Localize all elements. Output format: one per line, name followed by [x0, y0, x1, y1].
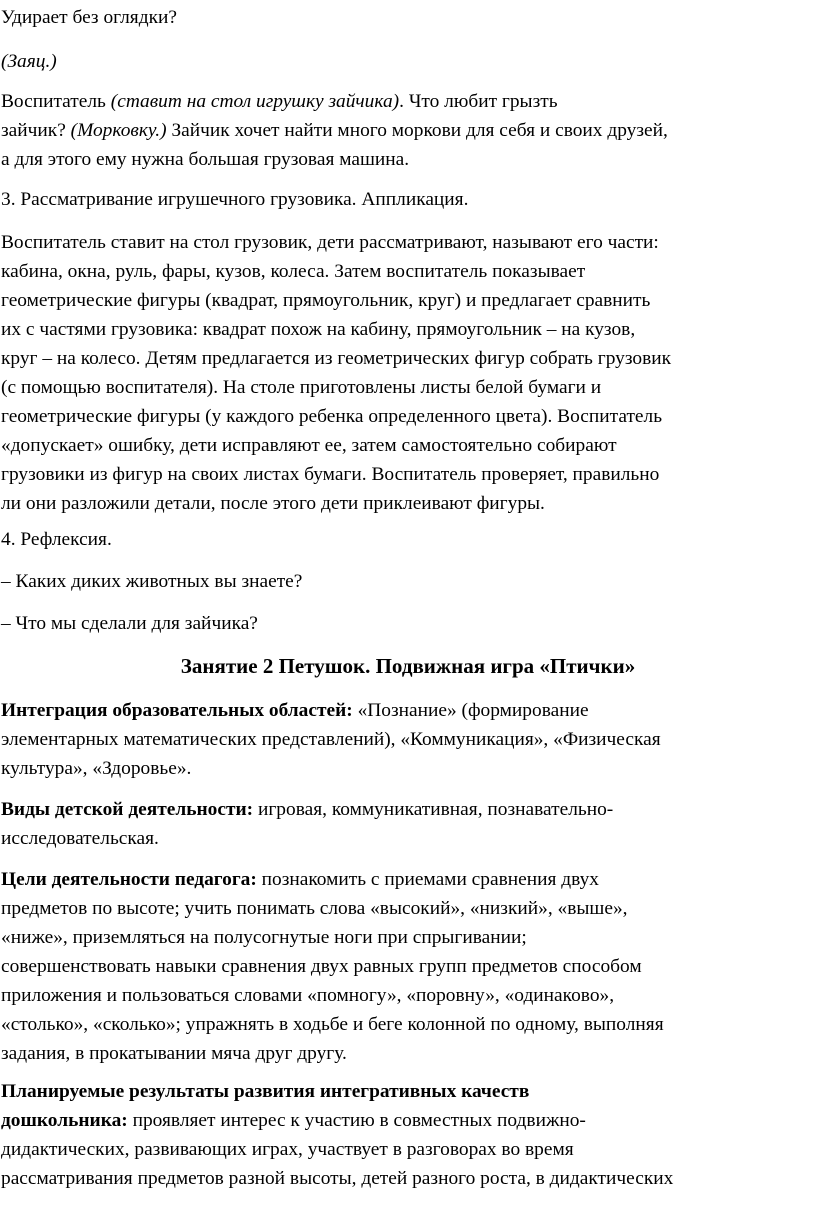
- section-line: исследовательская.: [1, 828, 159, 849]
- section-activities: [1, 795, 815, 853]
- paragraph-line: грузовики из фигур на своих листах бумаги. Воспитатель проверяет, правильно: [1, 464, 660, 485]
- section-line: предметов по высоте; учить понимать слова «высокий», «низкий», «выше»,: [1, 898, 628, 919]
- paragraph-line: геометрические фигуры (квадрат, прямоугольник, круг) и предлагает сравнить: [1, 290, 651, 311]
- paragraph-line: «допускает» ошибку, дети исправляют ее, затем самостоятельно собирают: [1, 435, 617, 456]
- section-label: Цели деятельности педагога:: [1, 869, 257, 890]
- step-4-title: 4. Рефлексия.: [1, 529, 112, 550]
- section-line: приложения и пользоваться словами «помногу», «поровну», «одинаково»,: [1, 985, 615, 1006]
- section-line: «столько», «сколько»; упражнять в ходьбе и беге колонной по одному, выполняя: [1, 1014, 664, 1035]
- paragraph-line: геометрические фигуры (у каждого ребенка определенного цвета). Воспитатель: [1, 406, 663, 427]
- riddle-line: Удирает без оглядки?: [1, 7, 177, 28]
- paragraph-bunny-line-2: зайчик? (Морковку.) Зайчик хочет найти много моркови для себя и своих друзей,: [1, 120, 668, 141]
- text-block-riddle: [1, 3, 815, 76]
- section-line: совершенствовать навыки сравнения двух равных групп предметов способом: [1, 956, 642, 977]
- section-line: задания, в прокатывании мяча друг другу.: [1, 1043, 347, 1064]
- paragraph-line: Воспитатель ставит на стол грузовик, дети рассматривают, называют его части:: [1, 232, 659, 253]
- question-line: – Каких диких животных вы знаете?: [1, 571, 303, 592]
- paragraph-bunny: [1, 87, 815, 174]
- section-label: дошкольника:: [1, 1110, 128, 1131]
- section-line: Виды детской деятельности: игровая, коммуникативная, познавательно-: [1, 799, 614, 820]
- section-line: дошкольника: проявляет интерес к участию в совместных подвижно-: [1, 1110, 586, 1131]
- question-line: – Что мы сделали для зайчика?: [1, 613, 258, 634]
- paragraph-line: ли они разложили детали, после этого дети приклеивают фигуры.: [1, 493, 545, 514]
- paragraph-line: их с частями грузовика: квадрат похож на кабину, прямоугольник – на кузов,: [1, 319, 636, 340]
- section-line: Интеграция образовательных областей: «Познание» (формирование: [1, 700, 589, 721]
- section-line: Цели деятельности педагога: познакомить с приемами сравнения двух: [1, 869, 599, 890]
- section-line: дидактических, развивающих играх, участвует в разговорах во время: [1, 1139, 574, 1160]
- paragraph-bunny-line-1: Воспитатель (ставит на стол игрушку зайчика). Что любит грызть: [1, 91, 558, 112]
- paragraph-line: кабина, окна, руль, фары, кузов, колеса. Затем воспитатель показывает: [1, 261, 586, 282]
- section-label: Интеграция образовательных областей:: [1, 700, 353, 721]
- paragraph-line: круг – на колесо. Детям предлагается из геометрических фигур собрать грузовик: [1, 348, 672, 369]
- section-results: [1, 1077, 815, 1193]
- section-goals: [1, 865, 815, 1068]
- section-line: культура», «Здоровье».: [1, 758, 192, 779]
- riddle-answer: (Заяц.): [1, 51, 57, 72]
- section-line: рассматривания предметов разной высоты, детей разного роста, в дидактических: [1, 1168, 674, 1189]
- paragraph-truck: [1, 228, 815, 518]
- lesson-heading: Занятие 2 Петушок. Подвижная игра «Птички»: [180, 654, 636, 678]
- section-line: «ниже», приземляться на полусогнутые ноги при спрыгивании;: [1, 927, 527, 948]
- paragraph-bunny-line-3: а для этого ему нужна большая грузовая машина.: [1, 149, 410, 170]
- section-label: Планируемые результаты развития интегративных качеств: [1, 1081, 530, 1102]
- section-integration: [1, 696, 815, 783]
- section-line: элементарных математических представлений), «Коммуникация», «Физическая: [1, 729, 661, 750]
- step-3-title: 3. Рассматривание игрушечного грузовика. Аппликация.: [1, 189, 469, 210]
- section-label: Виды детской деятельности:: [1, 799, 254, 820]
- paragraph-line: (с помощью воспитателя). На столе приготовлены листы белой бумаги и: [1, 377, 602, 398]
